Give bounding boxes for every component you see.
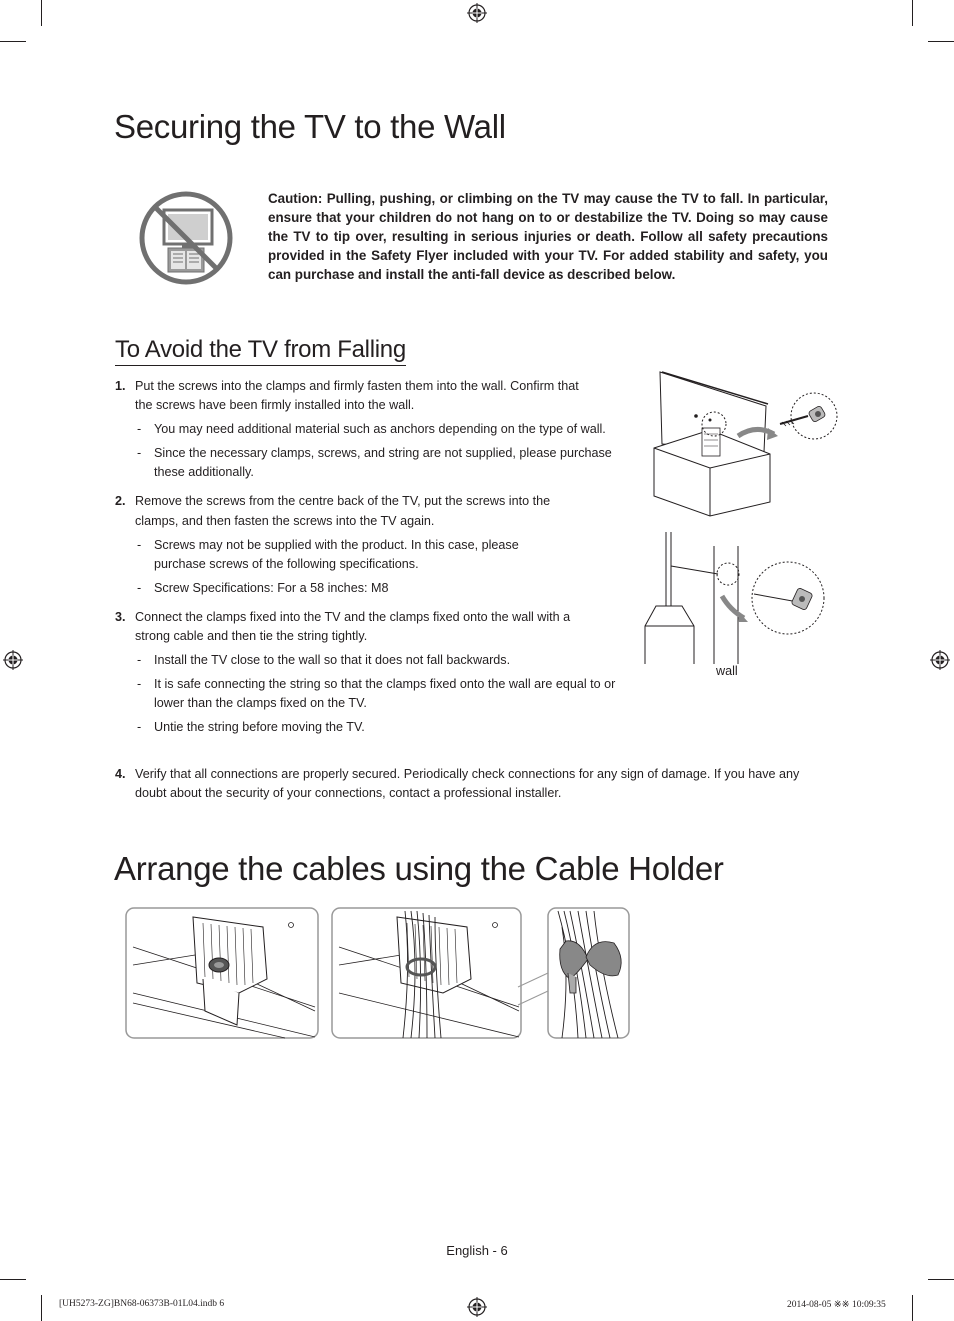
crop-mark xyxy=(912,1295,913,1321)
step-bullet xyxy=(135,579,614,598)
slug-left: [UH5273-ZG]BN68-06373B-01L04.indb 6 xyxy=(59,1299,225,1309)
step-bullet xyxy=(135,651,614,670)
bullet-text: Screw Specifications: For a 58 inches: M8 xyxy=(154,580,389,595)
bullet-text: It is safe connecting the string so that the clamps fixed onto the wall are equal to or lower than the clamps fixed on the TV. xyxy=(154,676,616,711)
bullet-dash: - xyxy=(137,653,142,668)
page-footer: English - 6 xyxy=(446,1243,508,1258)
wall-label: wall xyxy=(716,664,738,678)
crop-mark xyxy=(41,0,42,26)
registration-mark-icon xyxy=(467,3,487,23)
step-text: Connect the clamps fixed into the TV and the clamps fixed onto the wall with a strong cable and then tie the string tightly. xyxy=(135,609,571,644)
crop-mark xyxy=(0,1279,26,1280)
bullet-dash: - xyxy=(137,537,142,552)
step-text: Put the screws into the clamps and firmly fasten them into the wall. Confirm that the screws have been firmly installed into the wall. xyxy=(135,379,579,413)
step-text: Verify that all connections are properly secured. Periodically check connections for any sign of damage. If you have any doubt about the security of your connections, contact a professional installer. xyxy=(135,767,800,801)
registration-mark-icon xyxy=(3,650,23,670)
step-bullet xyxy=(135,536,554,575)
crop-mark xyxy=(912,0,913,26)
no-climbing-warning-icon xyxy=(138,190,234,286)
bullet-dash: - xyxy=(137,445,142,460)
crop-mark xyxy=(928,41,954,42)
bullet-text: Install the TV close to the wall so that it does not fall backwards. xyxy=(154,653,511,668)
crop-mark xyxy=(41,1295,42,1321)
step-number: 4. xyxy=(115,767,126,781)
section-subtitle: To Avoid the TV from Falling xyxy=(115,336,406,366)
crop-mark xyxy=(0,41,26,42)
tv-wall-side-illustration xyxy=(642,530,832,666)
step-number: 2. xyxy=(115,494,126,509)
bullet-dash: - xyxy=(137,422,142,437)
tv-stand-clamp-illustration xyxy=(640,368,845,518)
caution-paragraph: Caution: Pulling, pushing, or climbing on the TV may cause the TV to fall. In particular, ensure that your children do not hang on to or destabilize the TV. Doing so may cause the TV to tip over, resulting in serious injuries or death. Follow all safety precautions provided in the Safety Flyer included with your TV. For added stability and safety, you can purchase and install the anti-fall device as described below. xyxy=(268,191,828,282)
crop-mark xyxy=(928,1279,954,1280)
step-bullet xyxy=(135,675,624,714)
section2-title: Arrange the cables using the Cable Holder xyxy=(114,850,724,887)
step-bullet xyxy=(135,420,614,439)
slug-right: 2014-08-05 ※※ 10:09:35 xyxy=(787,1300,886,1310)
cable-holder-detail-illustration xyxy=(518,907,630,1039)
cable-holder-illustration-1 xyxy=(125,907,319,1039)
step-1 xyxy=(115,377,627,482)
bullet-dash: - xyxy=(137,676,142,691)
step-3 xyxy=(115,608,627,737)
registration-mark-icon xyxy=(930,650,950,670)
bullet-dash: - xyxy=(137,719,142,734)
step-number: 1. xyxy=(115,379,126,393)
cable-holder-illustration-2 xyxy=(331,907,522,1039)
steps-list xyxy=(115,377,627,747)
step-bullet xyxy=(135,718,614,737)
bullet-text: Untie the string before moving the TV. xyxy=(154,719,365,734)
step-4 xyxy=(115,765,825,804)
step-2 xyxy=(115,492,627,597)
step-text: Remove the screws from the centre back of the TV, put the screws into the clamps, and then fasten the screws into the TV again. xyxy=(135,494,551,528)
bullet-text: Screws may not be supplied with the product. In this case, please purchase screws of the following specifications. xyxy=(154,537,519,571)
registration-mark-icon xyxy=(467,1297,487,1317)
page-title: Securing the TV to the Wall xyxy=(114,108,506,145)
bullet-dash: - xyxy=(137,580,142,595)
step-number: 3. xyxy=(115,609,126,624)
bullet-text: You may need additional material such as anchors depending on the type of wall. xyxy=(154,422,606,437)
step-bullet xyxy=(135,444,614,483)
bullet-text: Since the necessary clamps, screws, and string are not supplied, please purchase these additionally. xyxy=(154,445,612,480)
